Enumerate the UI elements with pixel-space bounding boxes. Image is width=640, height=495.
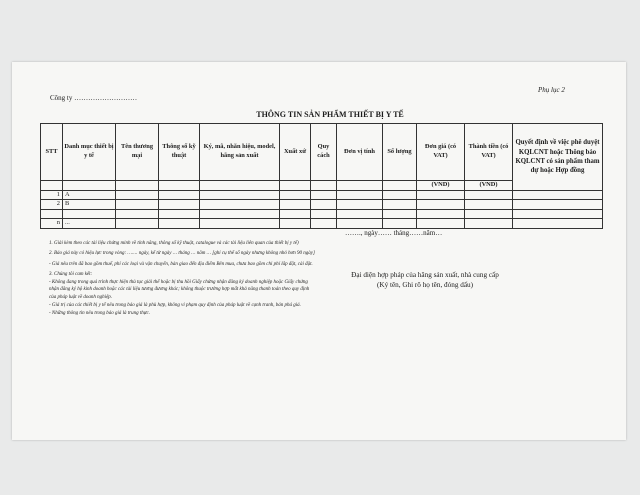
row-danh-muc: ... bbox=[63, 218, 116, 228]
representative-instruction: (Ký tên, Ghi rõ họ tên, đóng dấu) bbox=[376, 281, 473, 290]
note-item: - Giá trị của các thiết bị y tế nêu trong báo giá là phù hợp, không vi phạm quy định của pháp luật về cạnh tranh, bán phá giá. bbox=[49, 302, 301, 308]
document-title: THÔNG TIN SẢN PHẨM THIẾT BỊ Y TẾ bbox=[256, 110, 404, 119]
appendix-label: Phụ lục 2 bbox=[538, 86, 565, 94]
unit-thanh-tien: (VND) bbox=[465, 181, 513, 191]
header-so-luong: Số lượng bbox=[383, 124, 417, 181]
header-ten-thuong-mai: Tên thương mại bbox=[116, 124, 159, 181]
header-stt: STT bbox=[41, 124, 63, 181]
header-danh-muc: Danh mục thiết bị y tế bbox=[63, 124, 116, 181]
header-quy-cach: Quy cách bbox=[311, 124, 337, 181]
row-stt: 2 bbox=[41, 200, 63, 210]
row-stt: n bbox=[41, 218, 63, 228]
unit-don-gia: (VND) bbox=[417, 181, 465, 191]
header-don-vi-tinh: Đơn vị tính bbox=[337, 124, 383, 181]
row-danh-muc: A bbox=[63, 190, 116, 200]
note-item: 2. Báo giá này có hiệu lực trong vòng: ……. ngày, kể từ ngày … tháng … năm … [ghi cụ thể số ngày nhưng không nhỏ hơn 90 ngày] bbox=[49, 251, 315, 257]
row-stt: 1 bbox=[41, 190, 63, 200]
header-quyet-dinh: Quyết định về việc phê duyệt KQLCNT hoặc Thông báo KQLCNT có sản phẩm tham dự hoặc Hợp đồng bbox=[513, 124, 603, 191]
row-danh-muc: B bbox=[63, 200, 116, 210]
note-item: - Giá nêu trên đã bao gồm thuế, phí các loại và vận chuyển, bàn giao đến địa điểm Bên mua, chưa bao gồm chi phí lắp đặt, cài đặt. bbox=[49, 261, 313, 267]
row-danh-muc bbox=[63, 209, 116, 218]
header-xuat-xu: Xuất xứ bbox=[280, 124, 311, 181]
header-don-gia: Đơn giá (có VAT) bbox=[417, 124, 465, 181]
note-item: 3. Chúng tôi cam kết: bbox=[49, 271, 93, 277]
company-line: Công ty ……………………… bbox=[50, 94, 138, 102]
product-table bbox=[40, 123, 603, 229]
header-thanh-tien: Thành tiền (có VAT) bbox=[465, 124, 513, 181]
representative-block bbox=[300, 270, 550, 291]
notes-section bbox=[49, 240, 315, 320]
row-stt bbox=[41, 209, 63, 218]
note-item: 1. Giải kèm theo các tài liệu chứng minh về tính năng, thông số kỹ thuật, catalogue và các tài liệu liên quan của thiết bị y tế) bbox=[49, 241, 299, 246]
header-thong-so: Thông số kỹ thuật bbox=[159, 124, 200, 181]
representative-title: Đại diện hợp pháp của hãng sản xuất, nhà cung cấp bbox=[351, 271, 499, 279]
date-line: ……., ngày…… tháng……năm… bbox=[345, 229, 443, 237]
note-item: - Những thông tin nêu trong báo giá là trung thực. bbox=[49, 311, 150, 316]
header-ky-ma: Ký, mã, nhãn hiệu, model, hãng sản xuất bbox=[200, 124, 280, 181]
note-item: - Không đang trong quá trình thực hiện thủ tục giải thể hoặc bị thu hồi Giấy chứng nhận đăng ký doanh nghiệp hoặc Giấy chứng nhận đăng ký hộ kinh doanh hoặc các tài liệu tương đương khác; không thuộc trường hợp mất khả năng thanh toán theo quy định của pháp luật về doanh nghiệp. bbox=[49, 280, 310, 300]
